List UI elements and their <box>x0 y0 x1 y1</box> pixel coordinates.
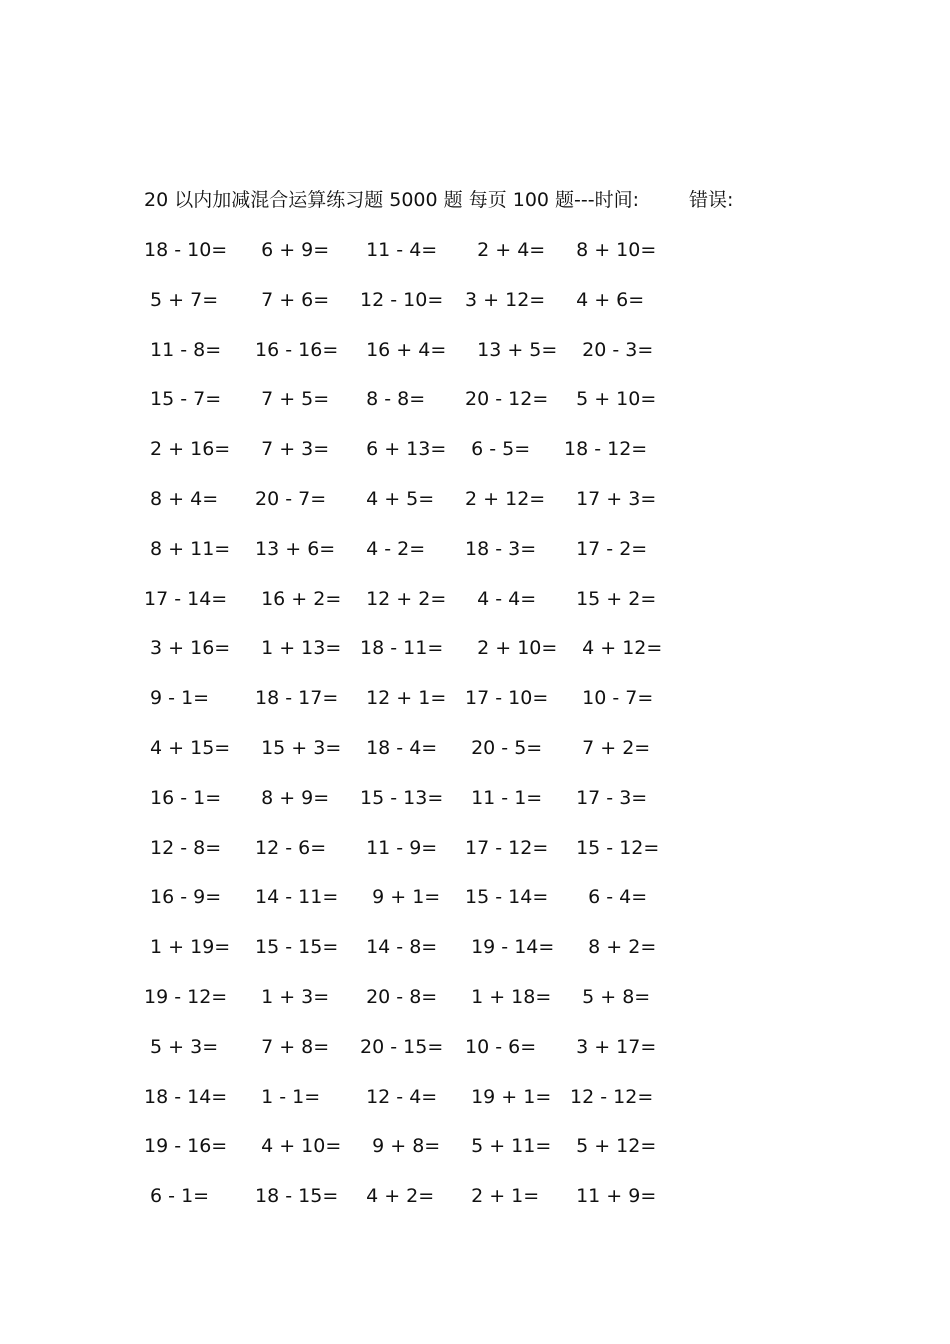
math-problem: 4 + 6= <box>564 288 645 311</box>
math-problem: 17 - 10= <box>459 687 549 710</box>
math-problem: 18 - 17= <box>249 687 339 710</box>
math-problem: 12 - 6= <box>249 836 327 859</box>
math-problem: 12 + 2= <box>354 587 447 610</box>
math-problem: 16 - 9= <box>144 886 222 909</box>
worksheet-title: 20 以内加减混合运算练习题 5000 题 每页 100 题---时间: <box>144 189 640 211</box>
math-problem: 20 - 3= <box>564 338 654 361</box>
math-problem: 4 - 2= <box>354 537 426 560</box>
math-problem: 12 - 8= <box>144 836 222 859</box>
math-problem: 1 + 3= <box>249 985 330 1008</box>
math-problem: 6 + 9= <box>249 239 330 261</box>
math-problem: 16 + 4= <box>354 338 447 361</box>
math-problem: 11 - 9= <box>354 836 438 859</box>
math-problem: 1 - 1= <box>249 1085 321 1108</box>
math-problem: 2 + 4= <box>459 239 546 261</box>
math-problem: 16 - 16= <box>249 338 339 361</box>
math-problem: 18 - 4= <box>354 736 438 759</box>
math-problem: 3 + 12= <box>459 288 546 311</box>
math-problem: 4 + 5= <box>354 487 435 510</box>
math-problem: 15 - 15= <box>249 936 339 959</box>
math-problem: 4 + 2= <box>354 1185 435 1208</box>
math-problem: 15 - 14= <box>459 886 549 909</box>
math-problem: 17 - 2= <box>564 537 648 560</box>
math-problem: 19 - 12= <box>144 985 228 1008</box>
math-problem: 8 - 8= <box>354 388 426 411</box>
math-problem: 4 + 15= <box>144 736 231 759</box>
math-problem: 15 - 7= <box>144 388 222 411</box>
math-problem: 19 - 14= <box>459 936 555 959</box>
math-problem: 10 - 7= <box>564 687 654 710</box>
math-problem: 3 + 17= <box>564 1035 657 1058</box>
math-problem: 11 - 8= <box>144 338 222 361</box>
math-problem: 5 + 8= <box>564 985 651 1008</box>
math-problem: 12 - 4= <box>354 1085 438 1108</box>
math-problem: 13 + 6= <box>249 537 336 560</box>
worksheet-header <box>144 186 734 214</box>
math-problem: 7 + 5= <box>249 388 330 411</box>
math-problem: 2 + 1= <box>459 1185 540 1208</box>
math-problem: 13 + 5= <box>459 338 558 361</box>
math-problem: 8 + 10= <box>564 239 657 261</box>
math-problem: 12 + 1= <box>354 687 447 710</box>
math-problem: 7 + 8= <box>249 1035 330 1058</box>
math-problem: 19 - 16= <box>144 1135 228 1158</box>
math-problem: 14 - 11= <box>249 886 339 909</box>
math-problem: 9 - 1= <box>144 687 210 710</box>
math-problem: 6 - 4= <box>564 886 648 909</box>
math-problem: 4 + 12= <box>564 637 663 660</box>
math-problem: 10 - 6= <box>459 1035 537 1058</box>
math-problem: 8 + 9= <box>249 786 330 809</box>
math-problem: 9 + 1= <box>354 886 441 909</box>
math-problem: 6 - 5= <box>459 438 531 461</box>
math-problem: 5 + 11= <box>459 1135 552 1158</box>
math-problem: 15 + 3= <box>249 736 342 759</box>
math-problem: 11 - 4= <box>354 239 438 261</box>
math-problem: 18 - 10= <box>144 239 228 261</box>
math-problem: 2 + 16= <box>144 438 231 461</box>
math-problem: 16 - 1= <box>144 786 222 809</box>
math-problem: 6 + 13= <box>354 438 447 461</box>
math-problem: 18 - 3= <box>459 537 537 560</box>
math-problem: 17 - 12= <box>459 836 549 859</box>
math-problem: 17 + 3= <box>564 487 657 510</box>
math-problem: 5 + 3= <box>144 1035 219 1058</box>
math-problem: 4 + 10= <box>249 1135 342 1158</box>
math-problem: 15 - 12= <box>564 836 660 859</box>
math-problem: 7 + 6= <box>249 288 330 311</box>
math-problem: 17 - 14= <box>144 587 228 610</box>
math-problem: 1 + 18= <box>459 985 552 1008</box>
errors-label: 错误: <box>689 189 734 211</box>
math-problem: 14 - 8= <box>354 936 438 959</box>
math-problem: 1 + 13= <box>249 637 342 660</box>
math-problem: 5 + 10= <box>564 388 657 411</box>
math-problem: 15 + 2= <box>564 587 657 610</box>
math-problem: 8 + 2= <box>564 936 657 959</box>
math-problem: 11 + 9= <box>564 1185 657 1208</box>
math-problem: 15 - 13= <box>354 786 444 809</box>
math-problem: 16 + 2= <box>249 587 342 610</box>
math-problem: 12 - 12= <box>564 1085 654 1108</box>
math-problem: 20 - 15= <box>354 1035 444 1058</box>
math-problem: 18 - 11= <box>354 637 444 660</box>
math-problem: 20 - 5= <box>459 736 543 759</box>
math-problem: 17 - 3= <box>564 786 648 809</box>
math-problem: 7 + 3= <box>249 438 330 461</box>
math-problem: 6 - 1= <box>144 1185 210 1208</box>
math-problem: 18 - 14= <box>144 1085 228 1108</box>
math-problem: 7 + 2= <box>564 736 651 759</box>
math-problem: 2 + 10= <box>459 637 558 660</box>
math-problem: 19 + 1= <box>459 1085 552 1108</box>
math-problem: 8 + 11= <box>144 537 231 560</box>
math-problem: 3 + 16= <box>144 637 231 660</box>
math-problem: 4 - 4= <box>459 587 537 610</box>
math-problem: 5 + 12= <box>564 1135 657 1158</box>
math-problem: 18 - 15= <box>249 1185 339 1208</box>
math-problem: 1 + 19= <box>144 936 231 959</box>
math-problem: 18 - 12= <box>564 438 648 461</box>
math-problem: 20 - 7= <box>249 487 327 510</box>
math-problem: 5 + 7= <box>144 288 219 311</box>
math-problem: 8 + 4= <box>144 487 219 510</box>
math-problem: 2 + 12= <box>459 487 546 510</box>
math-problem: 11 - 1= <box>459 786 543 809</box>
math-problem: 12 - 10= <box>354 288 444 311</box>
math-problem: 20 - 12= <box>459 388 549 411</box>
math-problem: 20 - 8= <box>354 985 438 1008</box>
math-problem: 9 + 8= <box>354 1135 441 1158</box>
